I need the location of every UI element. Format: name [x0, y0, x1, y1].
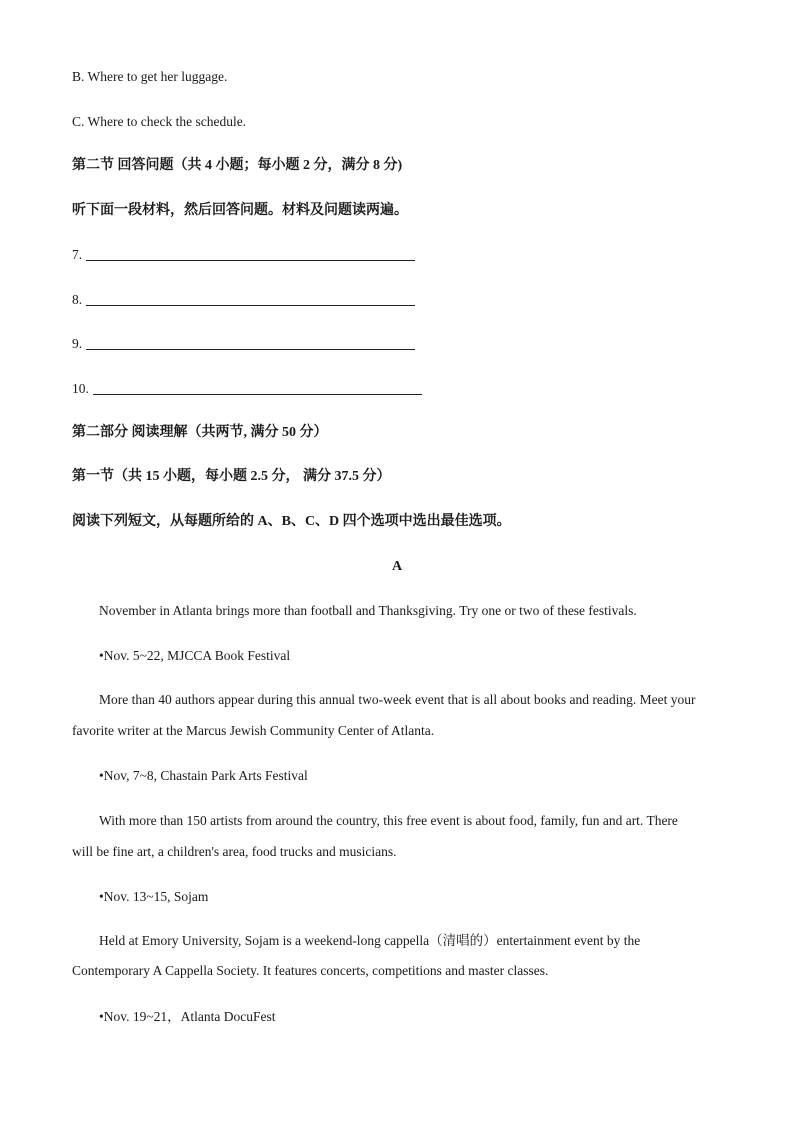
answer-blank-8	[72, 291, 82, 309]
blank-number: 7.	[72, 247, 83, 262]
event-description: favorite writer at the Marcus Jewish Community Center of Atlanta.	[72, 723, 435, 738]
event-description: will be fine art, a children's area, food trucks and musicians.	[72, 844, 397, 859]
answer-line-7	[86, 260, 415, 261]
event-description: Held at Emory University, Sojam is a weekend-long cappella（清唱的）entertainment event by the	[99, 933, 641, 948]
blank-number: 10.	[72, 381, 89, 396]
answer-blank-9	[72, 335, 82, 353]
event-title: •Nov. 13~15, Sojam	[99, 889, 209, 904]
answer-line-8	[86, 305, 415, 306]
answer-blank-10	[72, 380, 89, 398]
passage-label: A	[391, 559, 403, 574]
answer-line-9	[86, 349, 415, 350]
event-title: •Nov. 19~21，Atlanta DocuFest	[99, 1009, 276, 1024]
part2-heading: 第二部分 阅读理解（共两节, 满分 50 分）	[72, 425, 328, 440]
section2-instruction: 听下面一段材料，然后回答问题。材料及问题读两遍。	[72, 203, 408, 218]
part2-section1-heading: 第一节（共 15 小题，每小题 2.5 分， 满分 37.5 分）	[72, 469, 391, 484]
blank-number: 8.	[72, 292, 83, 307]
option-b: B. Where to get her luggage.	[72, 69, 228, 84]
event-description: Contemporary A Cappella Society. It features concerts, competitions and master classes.	[72, 963, 549, 978]
blank-number: 9.	[72, 336, 83, 351]
event-description: More than 40 authors appear during this annual two-week event that is all about books and reading. Meet your	[99, 692, 696, 707]
answer-line-10	[93, 394, 422, 395]
event-description: With more than 150 artists from around the country, this free event is about food, family, fun and art. There	[99, 813, 678, 828]
section2-heading: 第二节 回答问题（共 4 小题；每小题 2 分，满分 8 分)	[72, 158, 403, 173]
passage-intro: November in Atlanta brings more than football and Thanksgiving. Try one or two of these festivals.	[99, 603, 637, 618]
answer-blank-7	[72, 246, 82, 264]
event-title: •Nov. 5~22, MJCCA Book Festival	[99, 648, 291, 663]
option-c: C. Where to check the schedule.	[72, 114, 247, 129]
event-title: •Nov, 7~8, Chastain Park Arts Festival	[99, 768, 308, 783]
part2-instruction: 阅读下列短文，从每题所给的 A、B、C、D 四个选项中选出最佳选项。	[72, 514, 511, 529]
